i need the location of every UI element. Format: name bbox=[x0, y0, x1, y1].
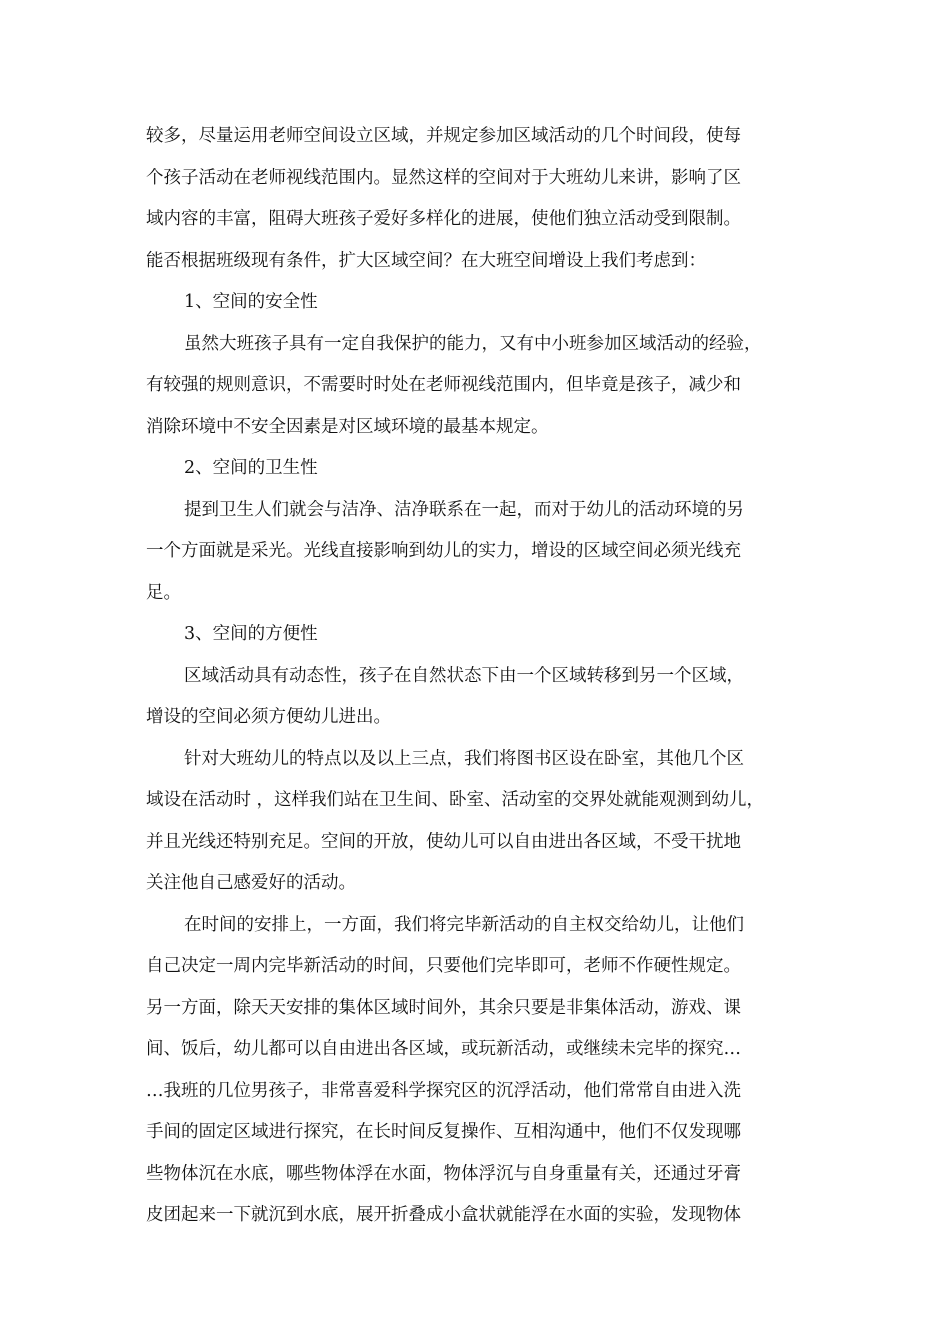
text-line: 有较强的规则意识，不需要时时处在老师视线范围内，但毕竟是孩子，减少和 bbox=[146, 375, 741, 395]
text-line: 针对大班幼儿的特点以及以上三点，我们将图书区设在卧室，其他几个区 bbox=[184, 748, 744, 769]
text-line: 另一方面，除天天安排的集体区域时间外，其余只要是非集体活动，游戏、课 bbox=[146, 997, 741, 1018]
text-line: 个孩子活动在老师视线范围内。显然这样的空间对于大班幼儿来讲，影响了区 bbox=[146, 167, 741, 188]
text-line: 在时间的安排上，一方面，我们将完毕新活动的自主权交给幼儿，让他们 bbox=[184, 914, 744, 935]
text-line: 虽然大班孩子具有一定自我保护的能力，又有中小班参加区域活动的经验， bbox=[184, 333, 762, 354]
text-line: 较多，尽量运用老师空间设立区域，并规定参加区域活动的几个时间段，使每 bbox=[146, 126, 741, 146]
text-line: 并且光线还特别充足。空间的开放，使幼儿可以自由进出各区域，不受干扰地 bbox=[146, 831, 741, 852]
text-line: 关注他自己感爱好的活动。 bbox=[146, 873, 356, 893]
text-line: 自己决定一周内完毕新活动的时间，只要他们完毕即可，老师不作硬性规定。 bbox=[146, 956, 741, 976]
document-body bbox=[146, 116, 806, 1237]
text-line: …我班的几位男孩子，非常喜爱科学探究区的沉浮活动，他们常常自由进入洗 bbox=[146, 1080, 741, 1101]
text-line: 一个方面就是采光。光线直接影响到幼儿的实力，增设的区域空间必须光线充 bbox=[146, 541, 741, 561]
text-line: 间、饭后，幼儿都可以自由进出各区域，或玩新活动，或继续未完毕的探究… bbox=[146, 1039, 741, 1059]
text-line: 能否根据班级现有条件，扩大区域空间？在大班空间增设上我们考虑到： bbox=[146, 250, 706, 271]
text-line: 域内容的丰富，阻碍大班孩子爱好多样化的进展，使他们独立活动受到限制。 bbox=[146, 209, 741, 229]
text-line: 2、空间的卫生性 bbox=[184, 458, 318, 478]
text-line: 足。 bbox=[146, 582, 181, 603]
text-line: 增设的空间必须方便幼儿进出。 bbox=[146, 707, 391, 727]
text-line: 3、空间的方便性 bbox=[184, 624, 318, 644]
text-line: 皮团起来一下就沉到水底，展开折叠成小盒状就能浮在水面的实验，发现物体 bbox=[146, 1205, 741, 1225]
text-line: 些物体沉在水底，哪些物体浮在水面，物体浮沉与自身重量有关，还通过牙膏 bbox=[146, 1163, 741, 1184]
text-line: 1、空间的安全性 bbox=[184, 292, 318, 312]
text-line: 域设在活动时 ，这样我们站在卫生间、卧室、活动室的交界处就能观测到幼儿， bbox=[146, 790, 765, 810]
text-line: 消除环境中不安全因素是对区域环境的最基本规定。 bbox=[146, 416, 549, 437]
text-line: 手间的固定区域进行探究，在长时间反复操作、互相沟通中，他们不仅发现哪 bbox=[146, 1122, 741, 1142]
text-line: 提到卫生人们就会与洁净、洁净联系在一起，而对于幼儿的活动环境的另 bbox=[184, 499, 744, 520]
text-line: 区域活动具有动态性，孩子在自然状态下由一个区域转移到另一个区域， bbox=[184, 665, 744, 686]
